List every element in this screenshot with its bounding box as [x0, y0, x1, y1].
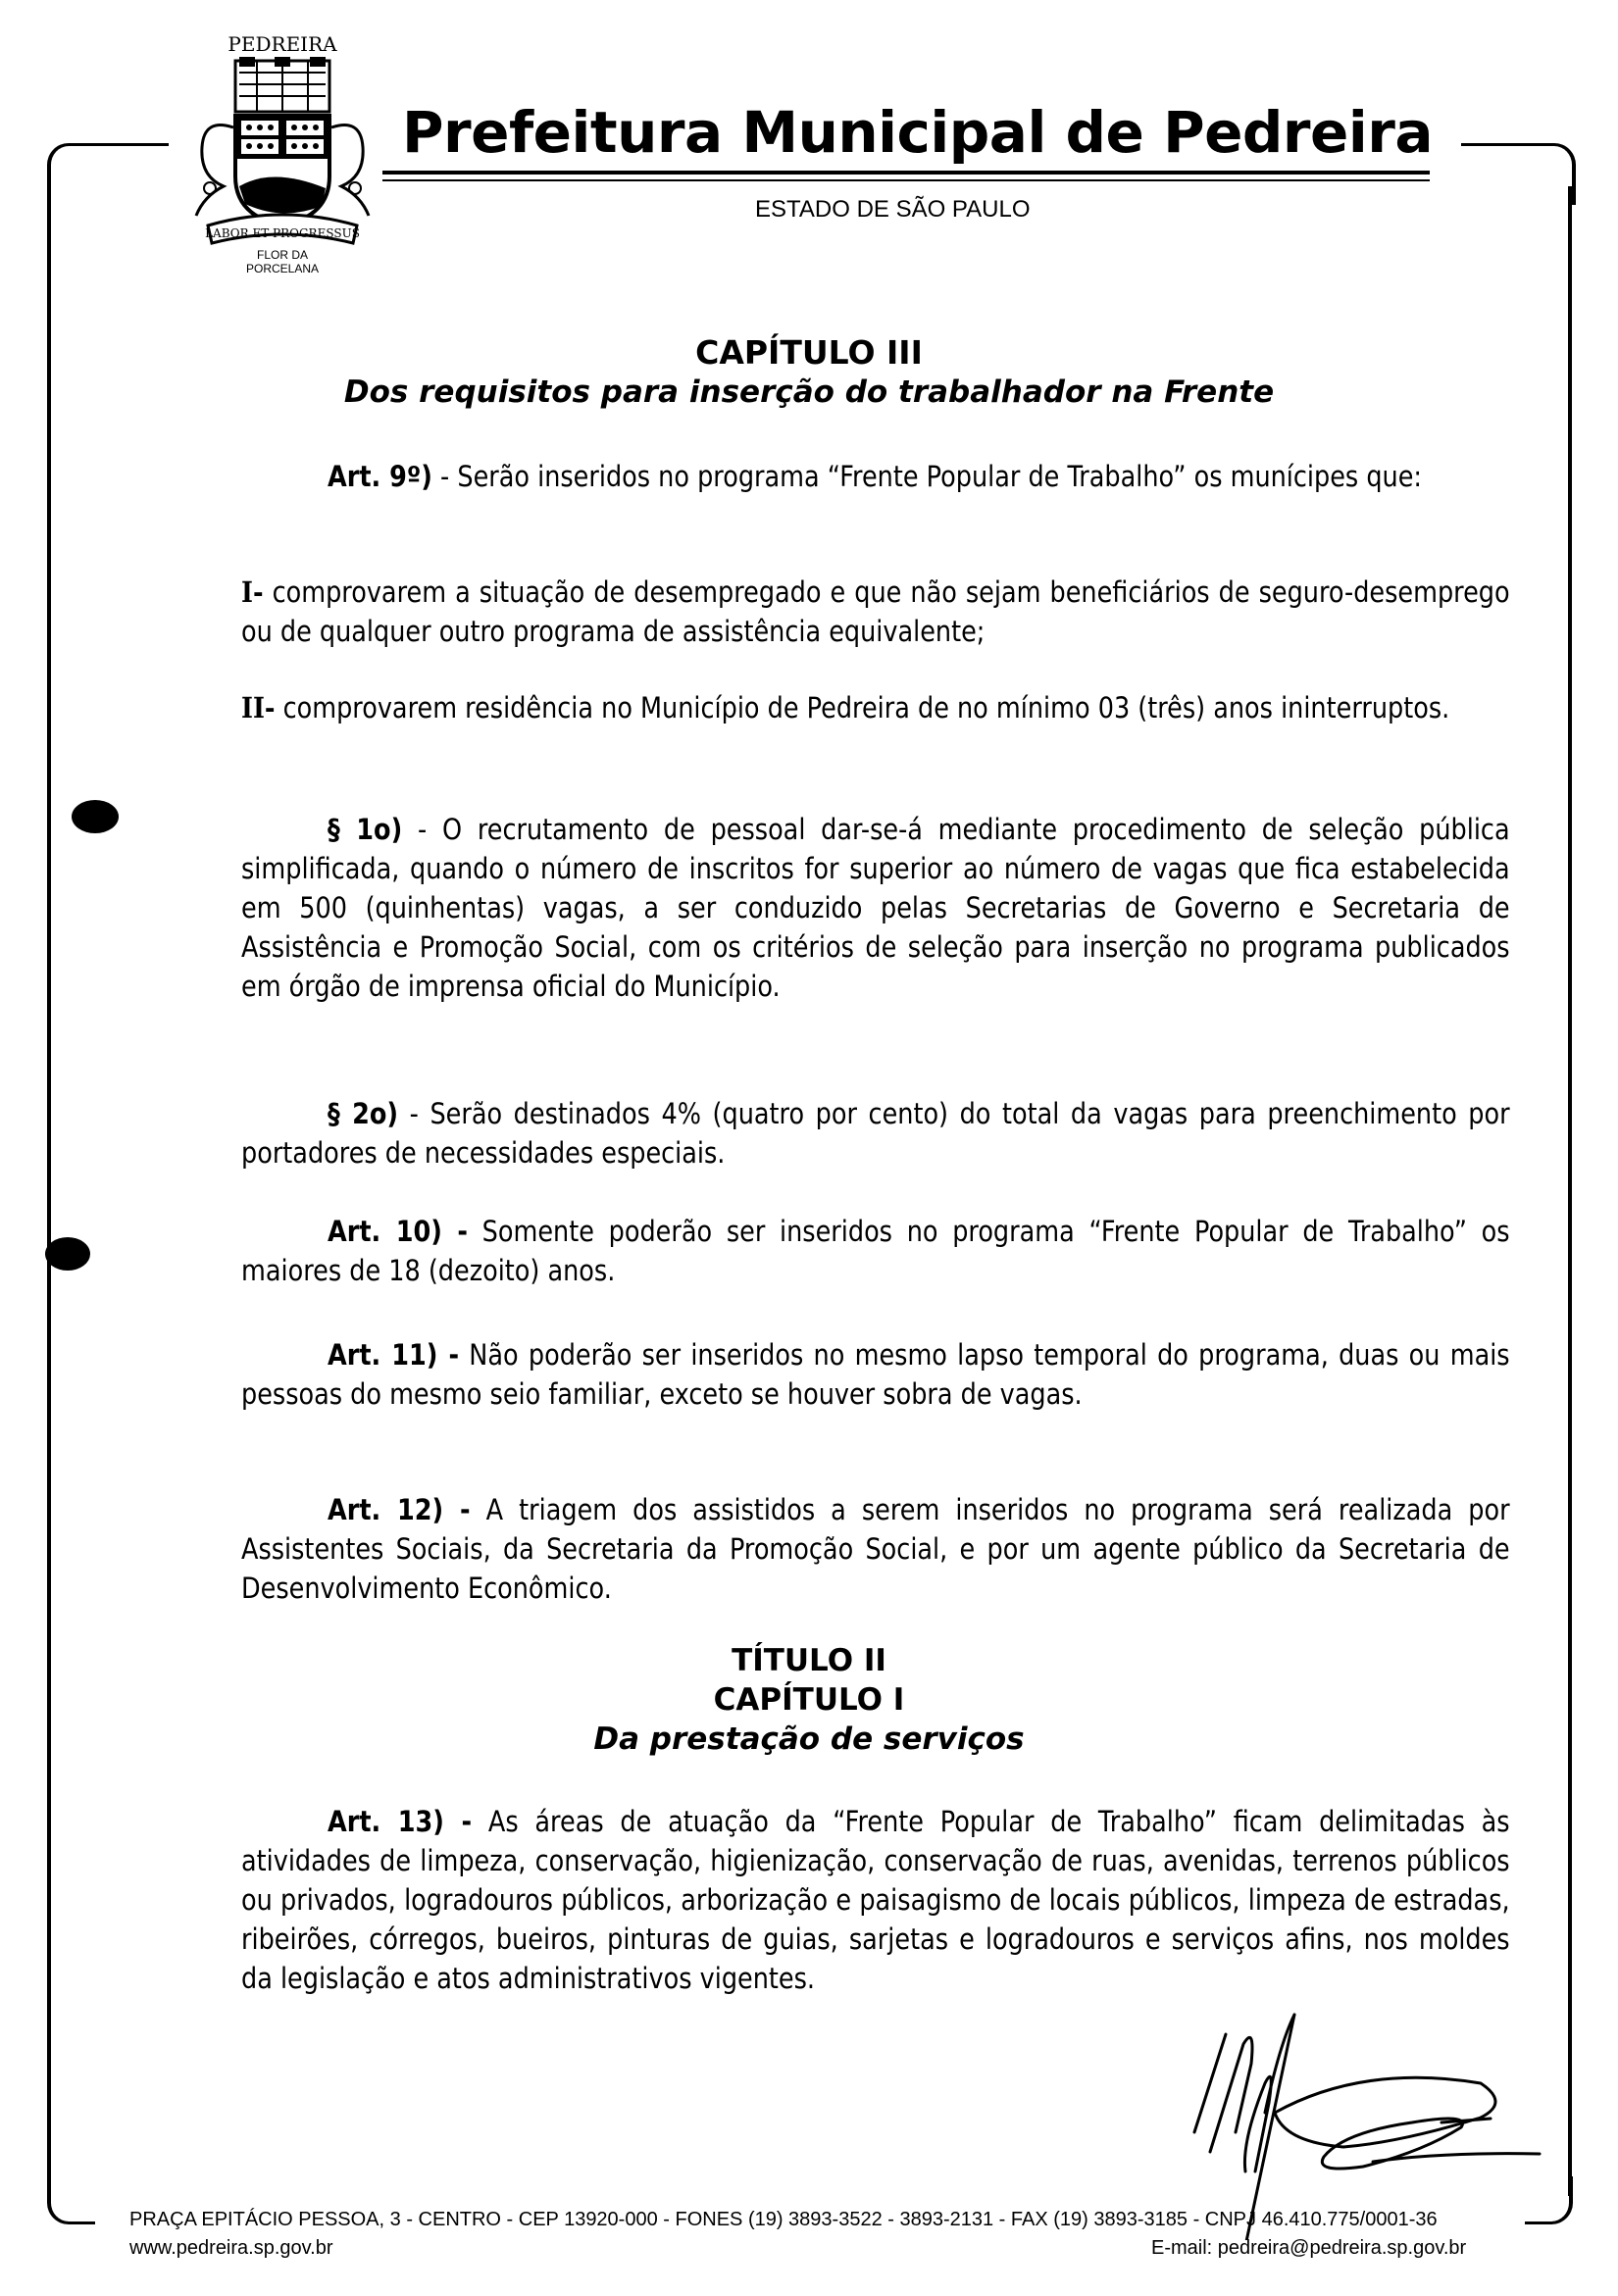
page-frame-right	[1568, 186, 1572, 2196]
item-2-label: II-	[241, 691, 276, 724]
chapter-1-subtitle: Da prestação de serviços	[593, 1722, 1025, 1757]
article-10	[241, 1212, 1510, 1290]
chapter-3-title: CAPÍTULO III	[695, 333, 923, 372]
article-10-label: Art. 10) -	[328, 1215, 468, 1248]
paragraph-1	[241, 810, 1510, 1006]
signature-icon	[1167, 2005, 1579, 2240]
municipality-title: Prefeitura Municipal de Pedreira	[402, 99, 1433, 166]
article-13-text: As áreas de atuação da “Frente Popular de Trabalho” ficam delimitadas às atividades de limpeza, conservação, higienização, conservação de ruas, avenidas, terrenos públicos ou privados, logradouros públicos, arborização e paisagismo de locais públicos, limpeza de estradas, ribeirões, córregos, bueiros, pinturas de guias, sarjetas e logradouros e serviços afins, nos moldes da legislação e atos administrativos vigentes.	[241, 1805, 1510, 1995]
footer-email: E-mail: pedreira@pedreira.sp.gov.br	[1151, 2237, 1467, 2259]
paragraph-1-text: - O recrutamento de pessoal dar-se-á mediante procedimento de seleção pública simplificada, quando o número de inscritos for superior ao número de vagas que fica estabelecida em 500 (quinhentas) vagas, a ser conduzido pelas Secretarias de Governo e Secretaria de Assistência e Promoção Social, com os critérios de seleção para inserção no programa publicados em órgão de imprensa oficial do Município.	[241, 813, 1510, 1003]
footer-address: PRAÇA EPITÁCIO PESSOA, 3 - CENTRO - CEP 13920-000 - FONES (19) 3893-3522 - 3893-2131 - FAX (19) 3893-3185 - CNPJ 46.410.775/0001-36	[129, 2209, 1438, 2230]
article-9-label: Art. 9º)	[328, 460, 432, 493]
article-9-text: - Serão inseridos no programa “Frente Popular de Trabalho” os munícipes que:	[431, 460, 1423, 493]
article-13	[241, 1802, 1510, 1998]
paragraph-2-text: - Serão destinados 4% (quatro por cento) do total da vagas para preenchimento por portadores de necessidades especiais.	[241, 1097, 1510, 1170]
item-1	[241, 573, 1510, 651]
paragraph-1-label: § 1o)	[328, 813, 403, 846]
state-subtitle: ESTADO DE SÃO PAULO	[755, 196, 1031, 223]
article-11-label: Art. 11) -	[328, 1338, 460, 1372]
item-2-text: comprovarem residência no Município de Pedreira de no mínimo 03 (três) anos ininterruptos.	[275, 691, 1450, 724]
article-10-text: Somente poderão ser inseridos no programa “Frente Popular de Trabalho” os maiores de 18 (dezoito) anos.	[241, 1215, 1510, 1287]
title-2-title: TÍTULO II	[732, 1643, 886, 1678]
chapter-3-heading	[0, 333, 1618, 412]
article-12-label: Art. 12) -	[328, 1493, 471, 1526]
punch-hole-lower	[45, 1237, 90, 1271]
item-2	[241, 688, 1510, 727]
header-rule-thick	[382, 171, 1430, 175]
article-12-text: A triagem dos assistidos a serem inseridos no programa será realizada por Assistentes Sociais, da Secretaria da Promoção Social, e por um agente público da Secretaria de Desenvolvimento Econômico.	[241, 1493, 1510, 1605]
article-9	[241, 457, 1510, 496]
page-frame-top-right	[1461, 143, 1576, 205]
paragraph-2	[241, 1094, 1510, 1173]
svg-text:PEDREIRA: PEDREIRA	[228, 32, 337, 56]
svg-text:FLOR DA: FLOR DA	[256, 248, 309, 262]
chapter-1-title: CAPÍTULO I	[713, 1682, 905, 1718]
page-frame-left	[47, 186, 51, 2196]
chapter-3-subtitle: Dos requisitos para inserção do trabalhador na Frente	[343, 374, 1275, 410]
page-frame-top-left	[47, 143, 169, 205]
article-13-label: Art. 13) -	[328, 1805, 473, 1838]
svg-text:LABOR ET PROGRESSUS: LABOR ET PROGRESSUS	[205, 226, 360, 240]
footer-website: www.pedreira.sp.gov.br	[129, 2237, 333, 2259]
svg-text:PORCELANA: PORCELANA	[245, 262, 320, 275]
article-12	[241, 1490, 1510, 1608]
item-1-label: I-	[241, 575, 264, 609]
municipal-crest-icon	[175, 29, 390, 275]
article-11-text: Não poderão ser inseridos no mesmo lapso temporal do programa, duas ou mais pessoas do mesmo seio familiar, exceto se houver sobra de vagas.	[241, 1338, 1510, 1411]
paragraph-2-label: § 2o)	[328, 1097, 399, 1130]
page-frame-bottom-left	[47, 2176, 95, 2224]
punch-hole-upper	[72, 800, 119, 833]
item-1-text: comprovarem a situação de desempregado e que não sejam beneficiários de seguro-desemprego ou de qualquer outro programa de assistência equivalente;	[241, 575, 1510, 648]
header-rule-thin	[382, 179, 1430, 181]
title-2-heading	[0, 1641, 1618, 1759]
article-11	[241, 1335, 1510, 1414]
